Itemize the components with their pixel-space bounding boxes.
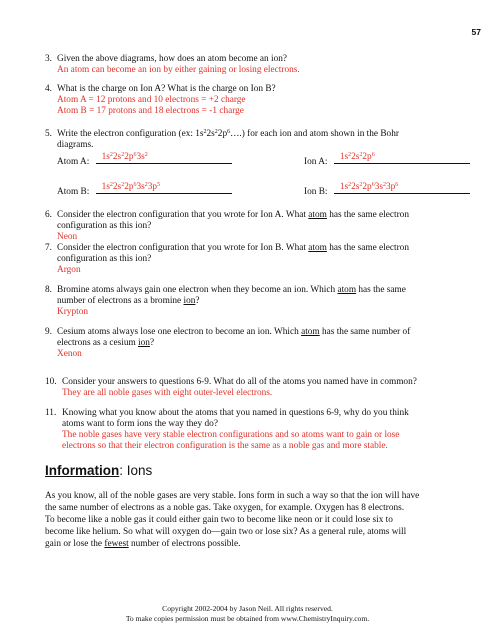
paragraph-line: become like helium. So what will oxygen do—gain two or lose six? As a general rule, atoms will	[45, 527, 407, 537]
atom-a-config: $1s^22s^22p^63s^2$	[101, 152, 148, 162]
question-text-cont: diagrams.	[57, 140, 94, 150]
atom-b-label: Atom B:	[57, 187, 90, 197]
question-text: Cesium atoms always lose one electron to become an ion. Which atom has the same number of	[57, 327, 411, 337]
ion-a-config: $1s^22s^22p^6$	[339, 152, 375, 162]
paragraph-line: To become like a noble gas it could either gain two to become like neon or it could lose six to	[45, 515, 393, 525]
question-9	[45, 327, 465, 360]
paragraph-line: gain or lose the fewest number of electrons possible.	[45, 539, 241, 549]
ion-b-config: $1s^22s^22p^63s^23p^6$	[339, 182, 399, 192]
question-text: Consider the electron configuration that you wrote for Ion B. What atom has the same electron	[57, 243, 409, 253]
question-text: Consider your answers to questions 6-9. What do all of the atoms you named have in common?	[62, 377, 417, 387]
answer-text: Argon	[57, 265, 81, 275]
question-text-cont: atoms want to form ions the way they do?	[62, 419, 218, 429]
ion-b-blank[interactable]	[334, 183, 470, 194]
ion-a-blank[interactable]	[334, 153, 470, 164]
answer-text: Krypton	[57, 307, 88, 317]
footer-copyright: Copyright 2002-2004 by Jason Neil. All rights reserved.	[162, 604, 333, 613]
question-number: 6.	[45, 210, 52, 220]
answer-text: They are all noble gases with eight outer-level electrons.	[62, 388, 273, 398]
question-4	[45, 84, 465, 117]
question-3	[45, 54, 465, 76]
question-text: Knowing what you know about the atoms that you named in questions 6-9, why do you think	[62, 408, 409, 418]
question-5	[45, 129, 465, 151]
question-number: 5.	[45, 129, 52, 139]
question-7	[45, 243, 465, 276]
atom-b-blank[interactable]	[96, 183, 232, 194]
question-text: Bromine atoms always gain one electron when they become an ion. Which atom has the same	[57, 285, 406, 295]
answer-text: An atom can become an ion by either gaining or losing electrons.	[57, 65, 300, 75]
question-number: 9.	[45, 327, 52, 337]
question-text: Given the above diagrams, how does an atom become an ion?	[57, 54, 288, 64]
paragraph-line: As you know, all of the noble gases are very stable. Ions form in such a way so that the ion will have	[45, 491, 420, 501]
question-number: 10.	[45, 377, 57, 387]
answer-text: electrons so that their electron configuration is the same as a noble gas and more stable.	[62, 441, 388, 451]
question-11	[45, 408, 465, 452]
paragraph-line: the same number of electrons as a noble gas. Take oxygen, for example. Oxygen has 8 electrons.	[45, 503, 405, 513]
question-text-cont: number of electrons as a bromine ion?	[57, 296, 200, 306]
info-paragraph	[45, 490, 457, 550]
question-10	[45, 377, 465, 399]
question-number: 11.	[45, 408, 57, 418]
question-number: 8.	[45, 285, 52, 295]
answer-text: Neon	[57, 232, 78, 242]
atom-b-config: $1s^22s^22p^63s^23p^5$	[101, 182, 161, 192]
question-6	[45, 210, 465, 243]
answer-text: Atom B = 17 protons and 18 electrons = -1 charge	[57, 106, 244, 116]
question-text-cont: configuration as this ion?	[57, 221, 152, 231]
question-8	[45, 285, 465, 318]
answer-text: Xenon	[57, 349, 82, 359]
question-text: What is the charge on Ion A? What is the charge on Ion B?	[57, 84, 276, 94]
question-text-cont: configuration as this ion?	[57, 254, 152, 264]
question-text: Consider the electron configuration that you wrote for Ion A. What atom has the same electron	[57, 210, 409, 220]
answer-text: Atom A = 12 protons and 10 electrons = +2 charge	[57, 95, 246, 105]
atom-a-label: Atom A:	[57, 157, 90, 167]
question-text: Write the electron configuration (ex: $1s^22s^22p^6\dots$.) for each ion and atom shown in the Bohr	[57, 129, 399, 139]
section-heading: Information: Ions	[45, 463, 153, 478]
question-text-cont: electrons as a cesium ion?	[57, 338, 155, 348]
question-number: 7.	[45, 243, 52, 253]
ion-a-label: Ion A:	[304, 157, 328, 167]
ion-b-label: Ion B:	[304, 187, 328, 197]
question-number: 3.	[45, 54, 52, 64]
answer-text: The noble gases have very stable electron configurations and so atoms want to gain or lose	[62, 430, 400, 440]
atom-a-blank[interactable]	[96, 153, 232, 164]
footer-permission: To make copies permission must be obtained from www.ChemistryInquiry.com.	[125, 614, 370, 623]
page-number: 57	[471, 27, 481, 37]
question-number: 4.	[45, 84, 52, 94]
